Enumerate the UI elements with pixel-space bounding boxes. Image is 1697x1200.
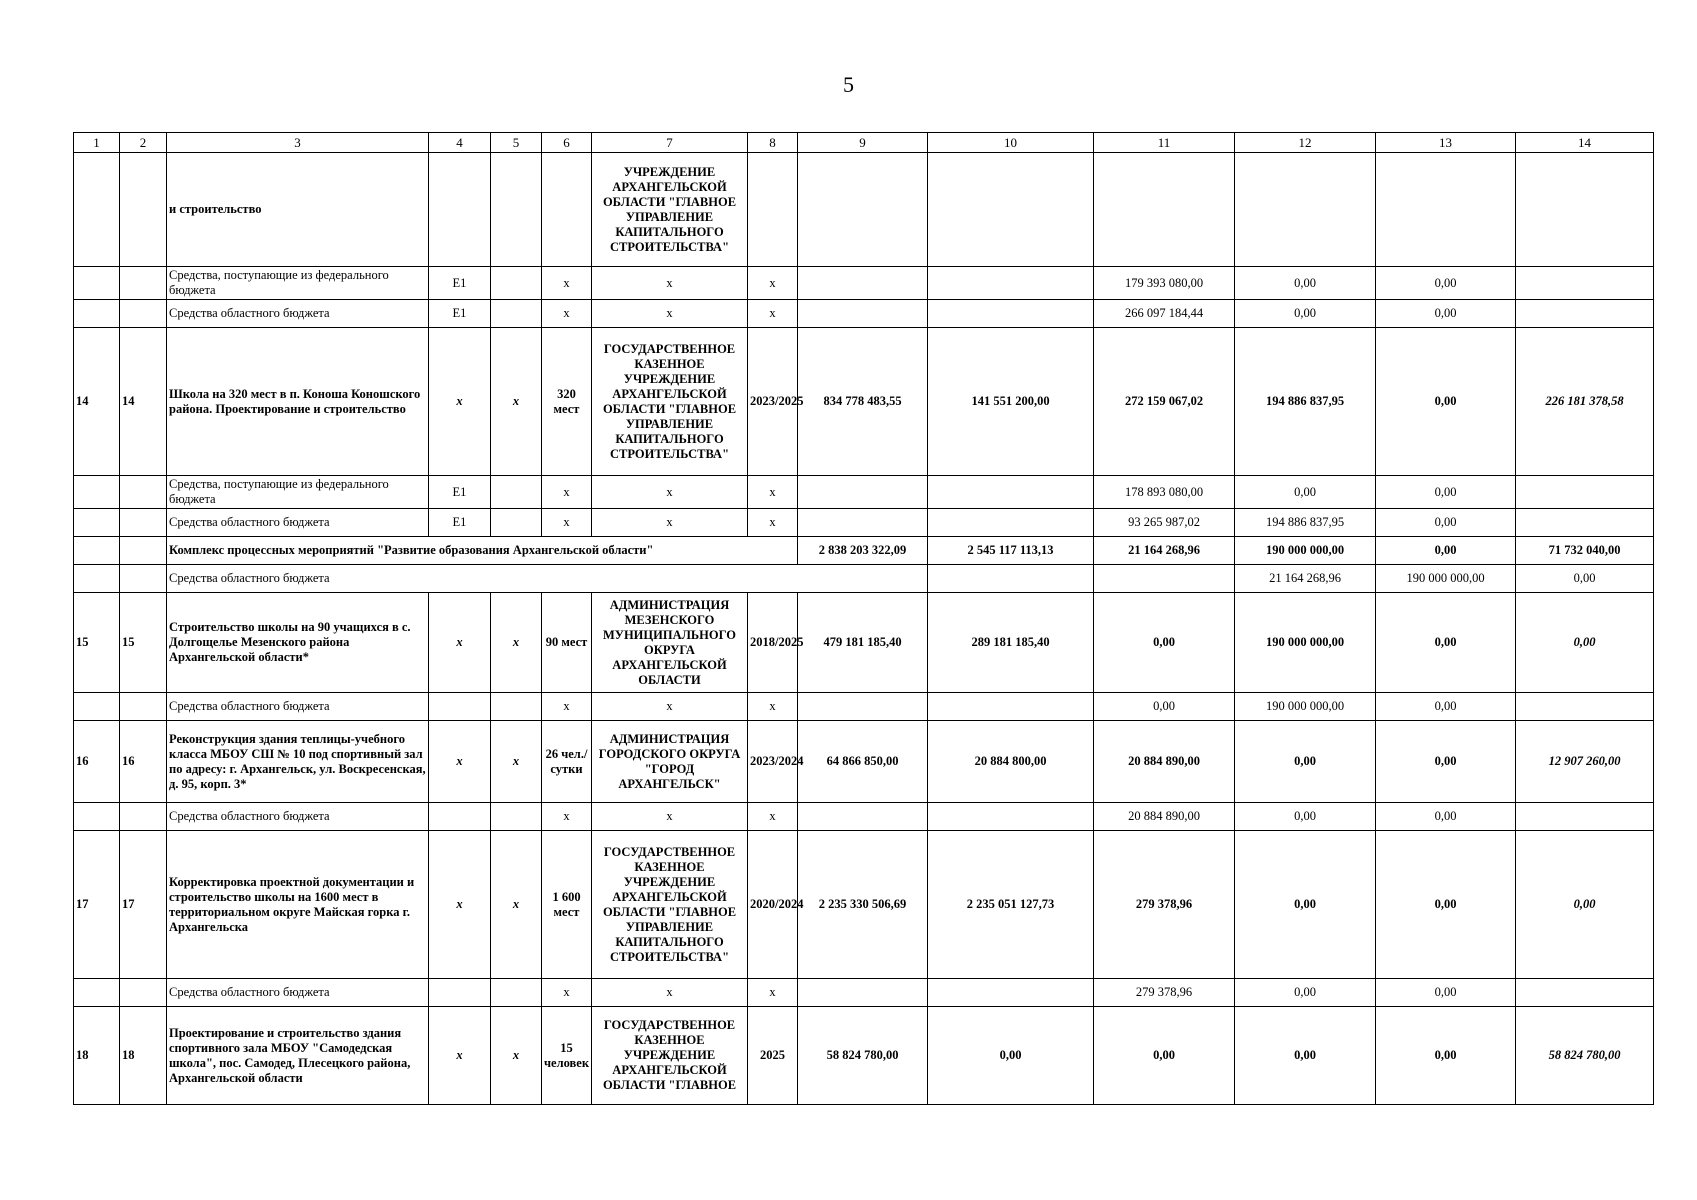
table-row: Средства, поступающие из федерального бюджета E1 x x x 178 893 080,00 0,00 0,00 (74, 476, 1654, 509)
table-row: Средства областного бюджета x x x 20 884 890,00 0,00 0,00 (74, 803, 1654, 831)
responsible-org: ГОСУДАРСТВЕННОЕ КАЗЕННОЕ УЧРЕЖДЕНИЕ АРХАНГЕЛЬСКОЙ ОБЛАСТИ "ГЛАВНОЕ (592, 1007, 748, 1105)
funding-source: Средства областного бюджета (167, 803, 429, 831)
column-header: 5 (491, 133, 542, 153)
table-row: Средства областного бюджета E1 x x x 93 265 987,02 194 886 837,95 0,00 (74, 509, 1654, 537)
responsible-org: АДМИНИСТРАЦИЯ МЕЗЕНСКОГО МУНИЦИПАЛЬНОГО ОКРУГА АРХАНГЕЛЬСКОЙ ОБЛАСТИ (592, 593, 748, 693)
column-number-row (74, 133, 1654, 153)
project-name: Реконструкция здания теплицы-учебного класса МБОУ СШ № 10 под спортивный зал по адресу: г. Архангельск, ул. Воскресенская, д. 95, корп. 3* (167, 721, 429, 803)
project-name: и строительство (167, 153, 429, 267)
column-header: 3 (167, 133, 429, 153)
column-header: 7 (592, 133, 748, 153)
column-header: 8 (748, 133, 798, 153)
project-name: Проектирование и строительство здания спортивного зала МБОУ "Самодедская школа", пос. Самодед, Плесецкого района, Архангельской области (167, 1007, 429, 1105)
responsible-org: АДМИНИСТРАЦИЯ ГОРОДСКОГО ОКРУГА "ГОРОД АРХАНГЕЛЬСК" (592, 721, 748, 803)
table-row: Средства областного бюджета x x x 0,00 190 000 000,00 0,00 (74, 693, 1654, 721)
table-row: Средства, поступающие из федерального бюджета E1 x x x 179 393 080,00 0,00 0,00 (74, 267, 1654, 300)
project-name: Строительство школы на 90 учащихся в с. Долгощелье Мезенского района Архангельской области* (167, 593, 429, 693)
table-row: 17 17 Корректировка проектной документации и строительство школы на 1600 мест в территориальном округе Майская горка г. Архангельска x x 1 600 мест ГОСУДАРСТВЕННОЕ КАЗЕННОЕ УЧРЕЖДЕНИЕ АРХАНГЕЛЬСКОЙ ОБЛАСТИ "ГЛАВНОЕ УПРАВЛЕНИЕ КАПИТАЛЬНОГО СТРОИТЕЛЬСТВА" 2020/2024 2 235 330 506,69 2 235 051 127,73 279 378,96 0,00 0,00 0,00 (74, 831, 1654, 979)
column-header: 6 (542, 133, 592, 153)
responsible-org: ГОСУДАРСТВЕННОЕ КАЗЕННОЕ УЧРЕЖДЕНИЕ АРХАНГЕЛЬСКОЙ ОБЛАСТИ "ГЛАВНОЕ УПРАВЛЕНИЕ КАПИТАЛЬНОГО СТРОИТЕЛЬСТВА" (592, 831, 748, 979)
table-row (74, 153, 1654, 267)
page-number: 5 (843, 72, 854, 97)
column-header: 2 (120, 133, 167, 153)
table-row: 18 18 Проектирование и строительство здания спортивного зала МБОУ "Самодедская школа", пос. Самодед, Плесецкого района, Архангельской области x x 15 человек ГОСУДАРСТВЕННОЕ КАЗЕННОЕ УЧРЕЖДЕНИЕ АРХАНГЕЛЬСКОЙ ОБЛАСТИ "ГЛАВНОЕ 2025 58 824 780,00 0,00 0,00 0,00 0,00 58 824 780,00 (74, 1007, 1654, 1105)
section-title: Комплекс процессных мероприятий "Развитие образования Архангельской области" (167, 537, 798, 565)
column-header: 9 (798, 133, 928, 153)
project-name: Корректировка проектной документации и строительство школы на 1600 мест в территориальном округе Майская горка г. Архангельска (167, 831, 429, 979)
column-header: 12 (1235, 133, 1376, 153)
column-header: 10 (928, 133, 1094, 153)
table-row: Средства областного бюджета E1 x x x 266 097 184,44 0,00 0,00 (74, 300, 1654, 328)
table-row: 15 15 Строительство школы на 90 учащихся в с. Долгощелье Мезенского района Архангельской области* x x 90 мест АДМИНИСТРАЦИЯ МЕЗЕНСКОГО МУНИЦИПАЛЬНОГО ОКРУГА АРХАНГЕЛЬСКОЙ ОБЛАСТИ 2018/2025 479 181 185,40 289 181 185,40 0,00 190 000 000,00 0,00 0,00 (74, 593, 1654, 693)
budget-table (73, 132, 1654, 1105)
column-header: 14 (1516, 133, 1654, 153)
funding-source: Средства, поступающие из федерального бюджета (167, 476, 429, 509)
funding-source: Средства областного бюджета (167, 509, 429, 537)
column-header: 11 (1094, 133, 1235, 153)
funding-source: Средства, поступающие из федерального бюджета (167, 267, 429, 300)
column-header: 1 (74, 133, 120, 153)
project-name: Школа на 320 мест в п. Коноша Коношского района. Проектирование и строительство (167, 328, 429, 476)
table-row: Комплекс процессных мероприятий "Развитие образования Архангельской области" 2 838 203 322,09 2 545 117 113,13 21 164 268,96 190 000 000,00 0,00 71 732 040,00 (74, 537, 1654, 565)
column-header: 4 (429, 133, 491, 153)
funding-source: Средства областного бюджета (167, 693, 429, 721)
table-row: 16 16 Реконструкция здания теплицы-учебного класса МБОУ СШ № 10 под спортивный зал по адресу: г. Архангельск, ул. Воскресенская, д. 95, корп. 3* x x 26 чел./сутки АДМИНИСТРАЦИЯ ГОРОДСКОГО ОКРУГА "ГОРОД АРХАНГЕЛЬСК" 2023/2024 64 866 850,00 20 884 800,00 20 884 890,00 0,00 0,00 12 907 260,00 (74, 721, 1654, 803)
table-row: 14 14 Школа на 320 мест в п. Коноша Коношского района. Проектирование и строительство x x 320 мест ГОСУДАРСТВЕННОЕ КАЗЕННОЕ УЧРЕЖДЕНИЕ АРХАНГЕЛЬСКОЙ ОБЛАСТИ "ГЛАВНОЕ УПРАВЛЕНИЕ КАПИТАЛЬНОГО СТРОИТЕЛЬСТВА" 2023/2025 834 778 483,55 141 551 200,00 272 159 067,02 194 886 837,95 0,00 226 181 378,58 (74, 328, 1654, 476)
responsible-org: ГОСУДАРСТВЕННОЕ КАЗЕННОЕ УЧРЕЖДЕНИЕ АРХАНГЕЛЬСКОЙ ОБЛАСТИ "ГЛАВНОЕ УПРАВЛЕНИЕ КАПИТАЛЬНОГО СТРОИТЕЛЬСТВА" (592, 328, 748, 476)
responsible-org: УЧРЕЖДЕНИЕ АРХАНГЕЛЬСКОЙ ОБЛАСТИ "ГЛАВНОЕ УПРАВЛЕНИЕ КАПИТАЛЬНОГО СТРОИТЕЛЬСТВА" (592, 153, 748, 267)
table-row: Средства областного бюджета 21 164 268,96 190 000 000,00 0,00 (74, 565, 1654, 593)
funding-source: Средства областного бюджета (167, 565, 928, 593)
table-row: Средства областного бюджета x x x 279 378,96 0,00 0,00 (74, 979, 1654, 1007)
column-header: 13 (1376, 133, 1516, 153)
funding-source: Средства областного бюджета (167, 979, 429, 1007)
funding-source: Средства областного бюджета (167, 300, 429, 328)
